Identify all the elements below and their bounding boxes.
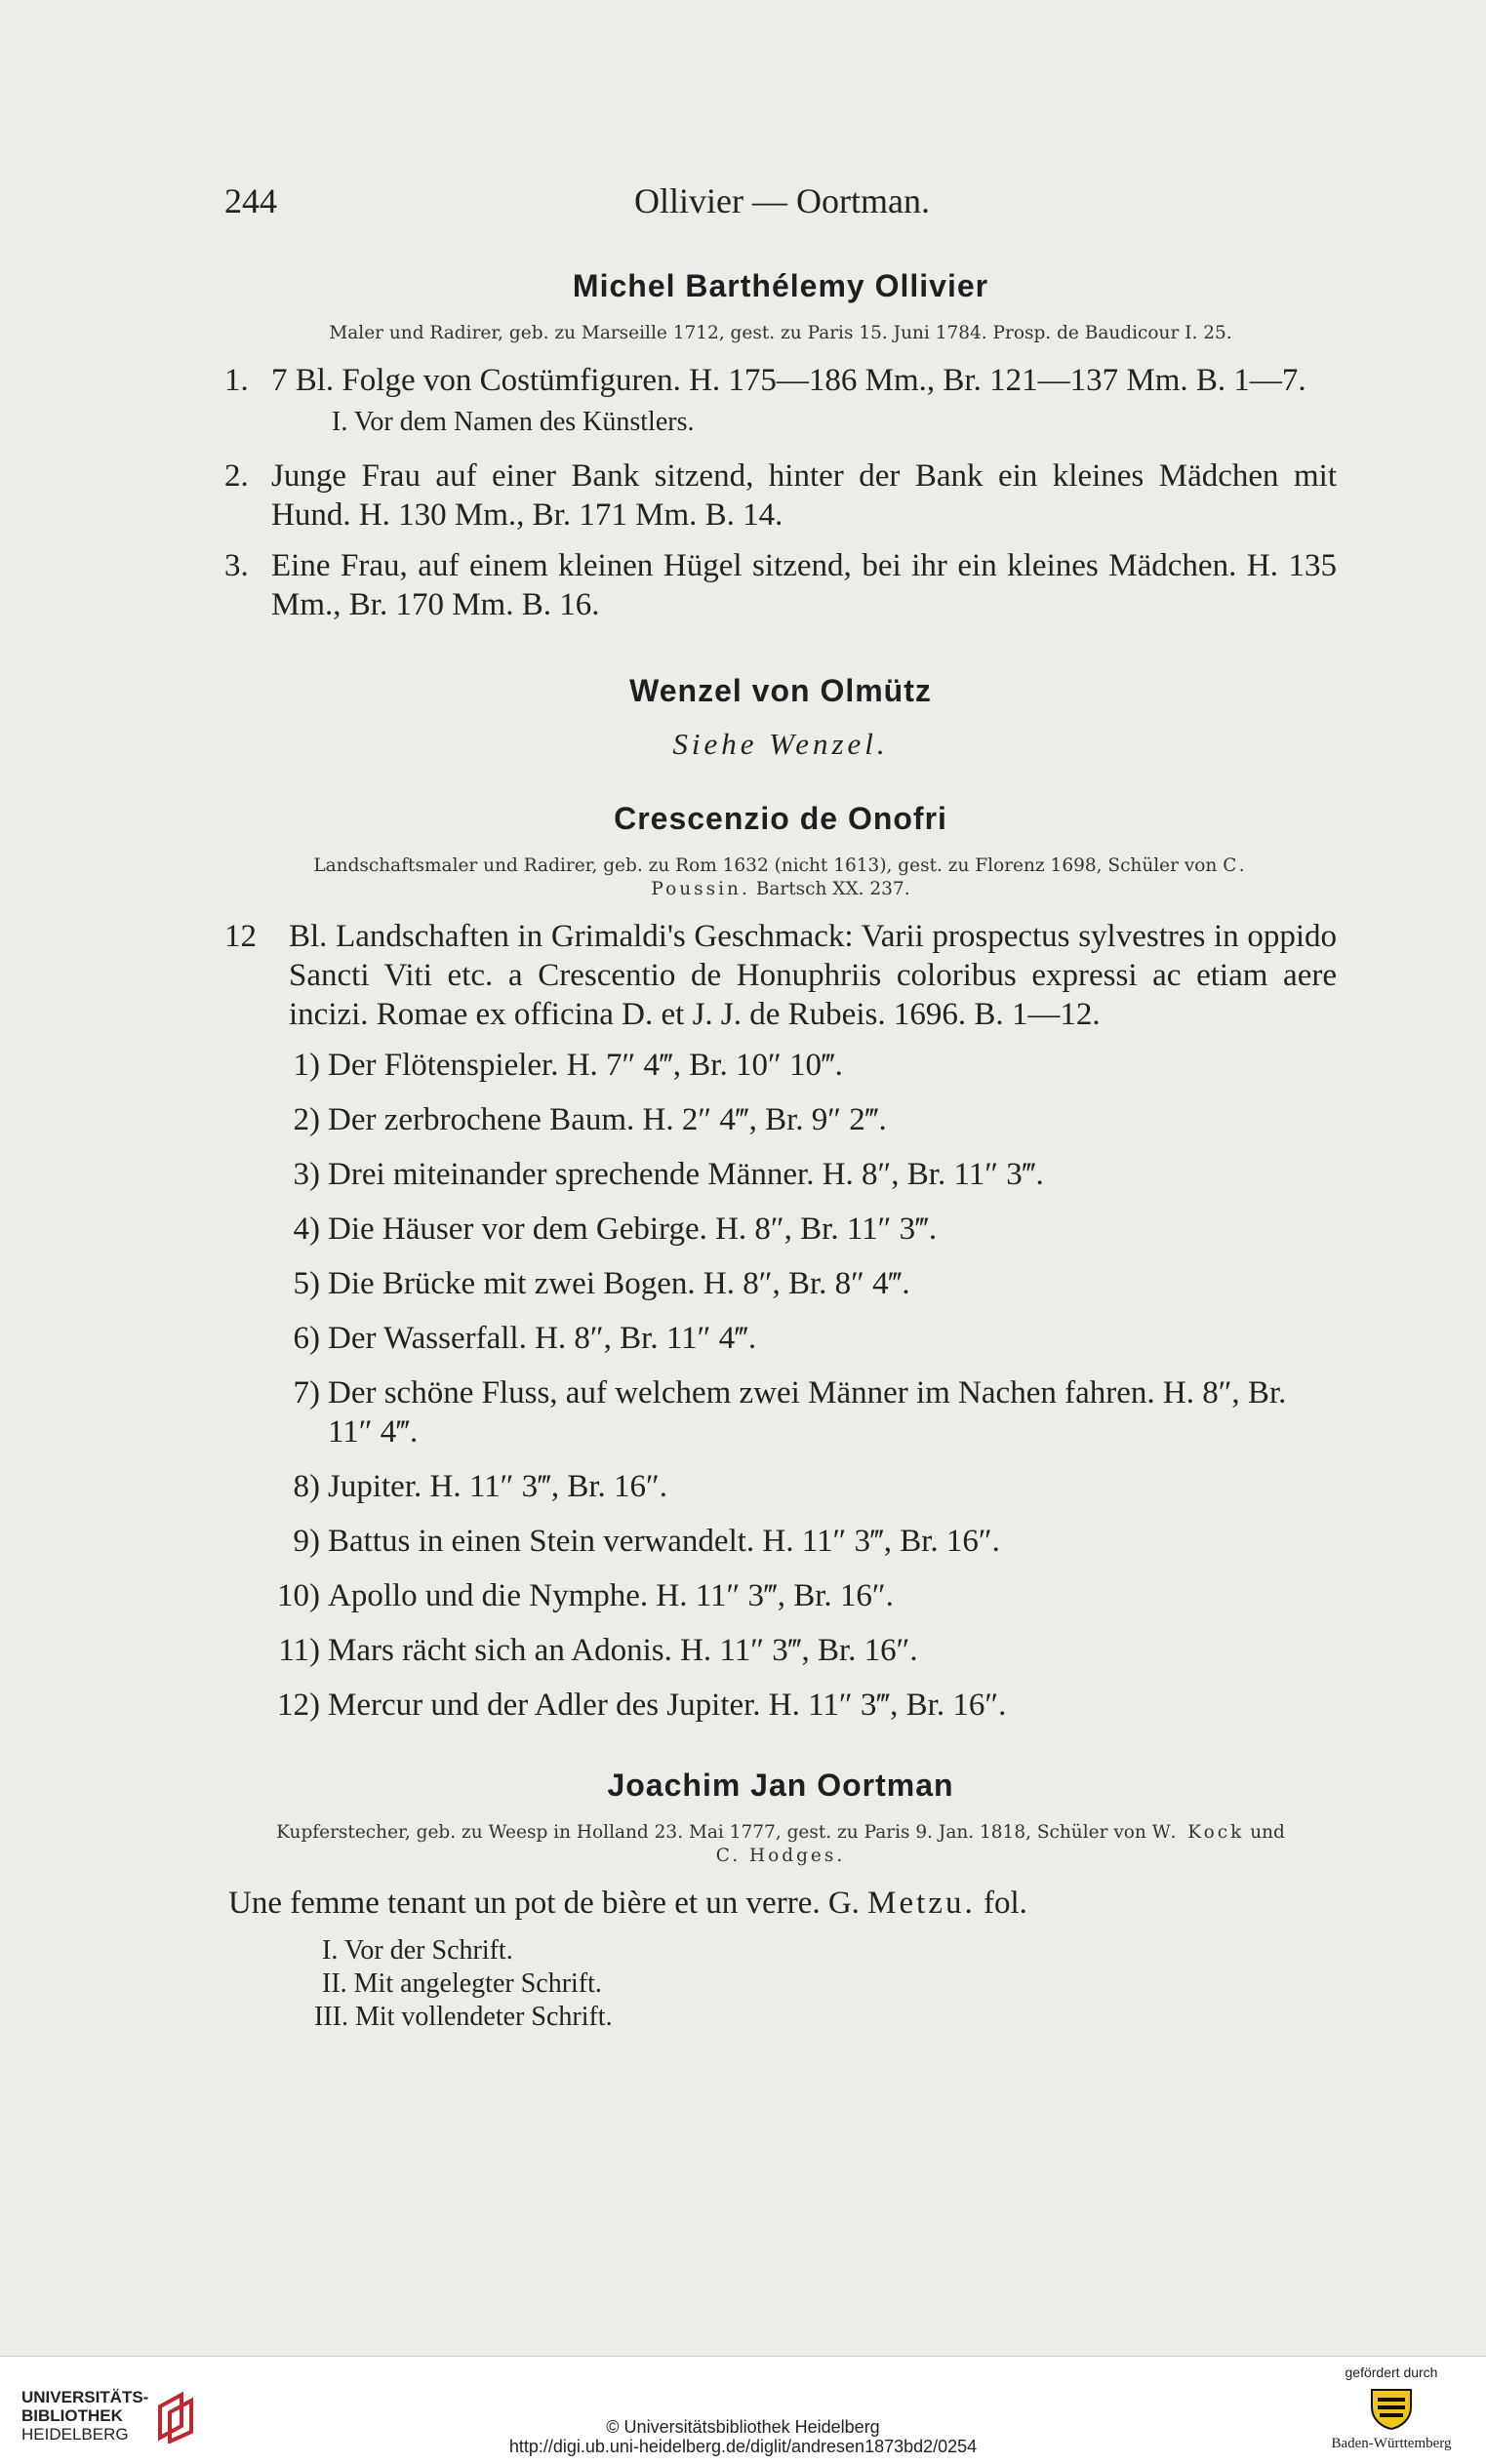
list-item (224, 1631, 1337, 1670)
entry-text (228, 1884, 1337, 1923)
item-index: 12) (277, 1688, 320, 1723)
item-index: 9) (293, 1524, 320, 1559)
entry-number: 3. (224, 548, 249, 583)
list-item (224, 1046, 1337, 1085)
item-text: Mercur und der Adler des Jupiter. H. 11″ 3‴, Br. 16″. (328, 1688, 1007, 1723)
item-index: 1) (293, 1048, 320, 1083)
entry-number: 1. (224, 363, 249, 398)
list-item (224, 1319, 1337, 1358)
state-item: II. Mit angelegter Schrift. (322, 1968, 602, 1999)
bio-oortman (224, 1821, 1337, 1868)
list-item (224, 1155, 1337, 1194)
item-text: Der Flötenspieler. H. 7″ 4‴, Br. 10″ 10‴. (328, 1048, 843, 1083)
list-item (224, 1264, 1337, 1303)
page-header (224, 180, 1337, 229)
bio-teacher-name: W. Kock (1151, 1822, 1245, 1843)
entry-number: 2. (224, 458, 249, 494)
page-number: 244 (224, 181, 277, 220)
item-index: 2) (293, 1102, 320, 1137)
bio-text: Landschaftsmaler und Radirer, geb. zu Rom 1632 (nicht 1613), gest. zu Florenz 1698, Schüler von (313, 855, 1218, 876)
library-name-line: UNIVERSITÄTS- (21, 2388, 149, 2406)
bio-teacher-name: C. Hodges. (715, 1846, 846, 1866)
funder-name: Baden-Württemberg (1331, 2436, 1452, 2451)
entry (224, 917, 1337, 1034)
state-crest-icon (1366, 2384, 1417, 2431)
entry (224, 361, 1337, 400)
entry-text: Eine Frau, auf einem kleinen Hügel sitzend, bei ihr ein kleines Mädchen. H. 135 Mm., Br. 170 Mm. B. 16. (271, 548, 1337, 622)
funded-by-label: gefördert durch (1345, 2365, 1438, 2380)
entry-text: Bl. Landschaften in Grimaldi's Geschmack: Varii prospectus sylvestres in oppido Sancti Viti etc. a Crescentio de Honuphriis coloribus expressi ac etiam aere incizi. Romae ex officina D. et J. J. de Rubeis. 1696. B. 1—12. (289, 919, 1337, 1032)
entry (224, 1884, 1337, 1923)
item-index: 6) (293, 1321, 320, 1356)
item-text: Der Wasserfall. H. 8″, Br. 11″ 4‴. (328, 1321, 757, 1356)
bio-onofri (224, 854, 1337, 901)
entry (224, 457, 1337, 535)
list-item (224, 1373, 1337, 1451)
print-format: fol. (983, 1886, 1027, 1921)
item-text: Mars rächt sich an Adonis. H. 11″ 3‴, Br. 16″. (328, 1633, 918, 1668)
state-item: III. Mit vollendeter Schrift. (314, 2002, 613, 2032)
bio-ollivier: Maler und Radirer, geb. zu Marseille 1712, gest. zu Paris 15. Juni 1784. Prosp. de Baudicour I. 25. (329, 323, 1232, 343)
item-text: Battus in einen Stein verwandelt. H. 11″ 3‴, Br. 16″. (328, 1524, 1000, 1559)
cross-reference: Siehe Wenzel. (672, 727, 889, 761)
list-item (224, 1686, 1337, 1725)
state-item: I. Vor der Schrift. (322, 1935, 513, 1966)
entry-text: 7 Bl. Folge von Costümfiguren. H. 175—186 Mm., Br. 121—137 Mm. B. 1—7. (271, 363, 1306, 398)
section-title-ollivier: Michel Barthélemy Ollivier (572, 268, 989, 303)
list-item (224, 1100, 1337, 1139)
entry-text: Junge Frau auf einer Bank sitzend, hinter der Bank ein kleines Mädchen mit Hund. H. 130 Mm., Br. 171 Mm. B. 14. (271, 458, 1337, 533)
plate-list (224, 1046, 1337, 1725)
copyright-text: © Universitätsbibliothek Heidelberg (606, 2417, 880, 2437)
list-item (224, 1522, 1337, 1561)
item-text: Jupiter. H. 11″ 3‴, Br. 16″. (328, 1469, 668, 1504)
entry-state: I. Vor dem Namen des Künstlers. (332, 407, 695, 437)
item-text: Der zerbrochene Baum. H. 2″ 4‴, Br. 9″ 2‴. (328, 1102, 887, 1137)
page-content (224, 180, 1337, 2034)
bio-teacher-name: C. Poussin. (651, 855, 1248, 899)
footer-bar (0, 2356, 1486, 2464)
item-text: Der schöne Fluss, auf welchem zwei Männer im Nachen fahren. H. 8″, Br. 11″ 4‴. (328, 1375, 1287, 1450)
bio-reference: Bartsch XX. 237. (755, 879, 910, 899)
item-text: Die Häuser vor dem Gebirge. H. 8″, Br. 11″ 3‴. (328, 1212, 938, 1247)
item-text: Drei miteinander sprechende Männer. H. 8″, Br. 11″ 3‴. (328, 1157, 1044, 1192)
item-index: 10) (277, 1578, 320, 1613)
section-title-olmuetz: Wenzel von Olmütz (629, 673, 932, 708)
item-index: 4) (293, 1212, 320, 1247)
running-title: Ollivier — Oortman. (634, 181, 930, 220)
list-item (224, 1576, 1337, 1615)
item-index: 7) (293, 1375, 320, 1411)
item-text: Die Brücke mit zwei Bogen. H. 8″, Br. 8″ 4‴. (328, 1266, 910, 1301)
print-title: Une femme tenant un pot de bière et un verre. G. (228, 1886, 860, 1921)
library-name-line: BIBLIOTHEK (21, 2406, 123, 2425)
list-item (224, 1210, 1337, 1249)
list-item (224, 1467, 1337, 1506)
bio-text: und (1250, 1822, 1285, 1843)
item-index: 8) (293, 1469, 320, 1504)
print-artist: Metzu. (867, 1886, 976, 1921)
entry (224, 546, 1337, 624)
funder-logo[interactable] (1318, 2365, 1465, 2452)
state-list (224, 1934, 1337, 2034)
footer-credits (0, 2417, 1486, 2456)
library-name-line: HEIDELBERG (21, 2425, 129, 2444)
item-index: 3) (293, 1157, 320, 1192)
entry-number: 12 (224, 919, 257, 954)
item-index: 11) (278, 1633, 320, 1668)
section-title-oortman: Joachim Jan Oortman (607, 1768, 954, 1803)
item-index: 5) (293, 1266, 320, 1301)
permalink-url[interactable]: http://digi.ub.uni-heidelberg.de/diglit/andresen1873bd2/0254 (508, 2437, 978, 2456)
section-title-onofri: Crescenzio de Onofri (614, 801, 947, 836)
bio-text: Kupferstecher, geb. zu Weesp in Holland 23. Mai 1777, gest. zu Paris 9. Jan. 1818, Schüler von (276, 1822, 1146, 1843)
item-text: Apollo und die Nymphe. H. 11″ 3‴, Br. 16″. (328, 1578, 894, 1613)
